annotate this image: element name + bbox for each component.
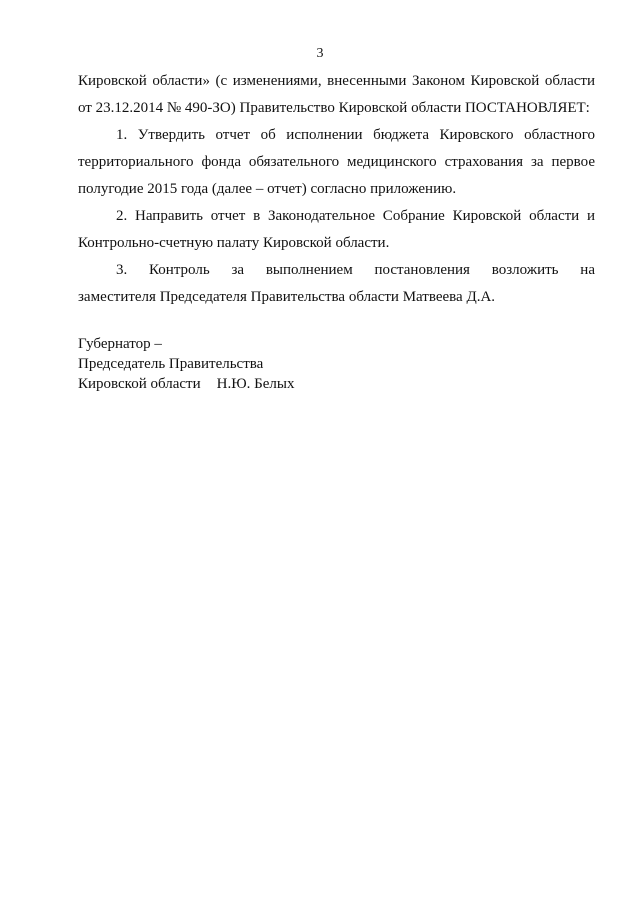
page-number: 3 — [316, 46, 324, 61]
signature-block — [78, 334, 294, 394]
text-line: Контрольно-счетную палату Кировской области. — [78, 235, 390, 251]
text-line: от 23.12.2014 № 490-ЗО) Правительство Кировской области ПОСТАНОВЛЯЕТ: — [78, 100, 590, 116]
signatory-name: Н.Ю. Белых — [216, 376, 295, 392]
signature-title-line: Председатель Правительства — [78, 356, 264, 372]
paragraph-2-start: 2. Направить отчет в Законодательное Собрание Кировской области и — [116, 208, 595, 224]
paragraph-3-start: 3. Контроль за выполнением постановления возложить на — [116, 262, 595, 278]
paragraph-1-start: 1. Утвердить отчет об исполнении бюджета Кировского областного — [116, 127, 595, 143]
signature-region: Кировской области — [78, 376, 201, 392]
signature-title-line — [78, 374, 294, 394]
text-line: территориального фонда обязательного медицинского страхования за первое — [78, 154, 595, 170]
signature-title-line: Губернатор – — [78, 336, 162, 352]
document-body — [78, 68, 595, 311]
text-line: заместителя Председателя Правительства области Матвеева Д.А. — [78, 289, 496, 305]
text-line: Кировской области» (с изменениями, внесенными Законом Кировской области — [78, 73, 595, 89]
text-line: полугодие 2015 года (далее – отчет) согласно приложению. — [78, 181, 457, 197]
